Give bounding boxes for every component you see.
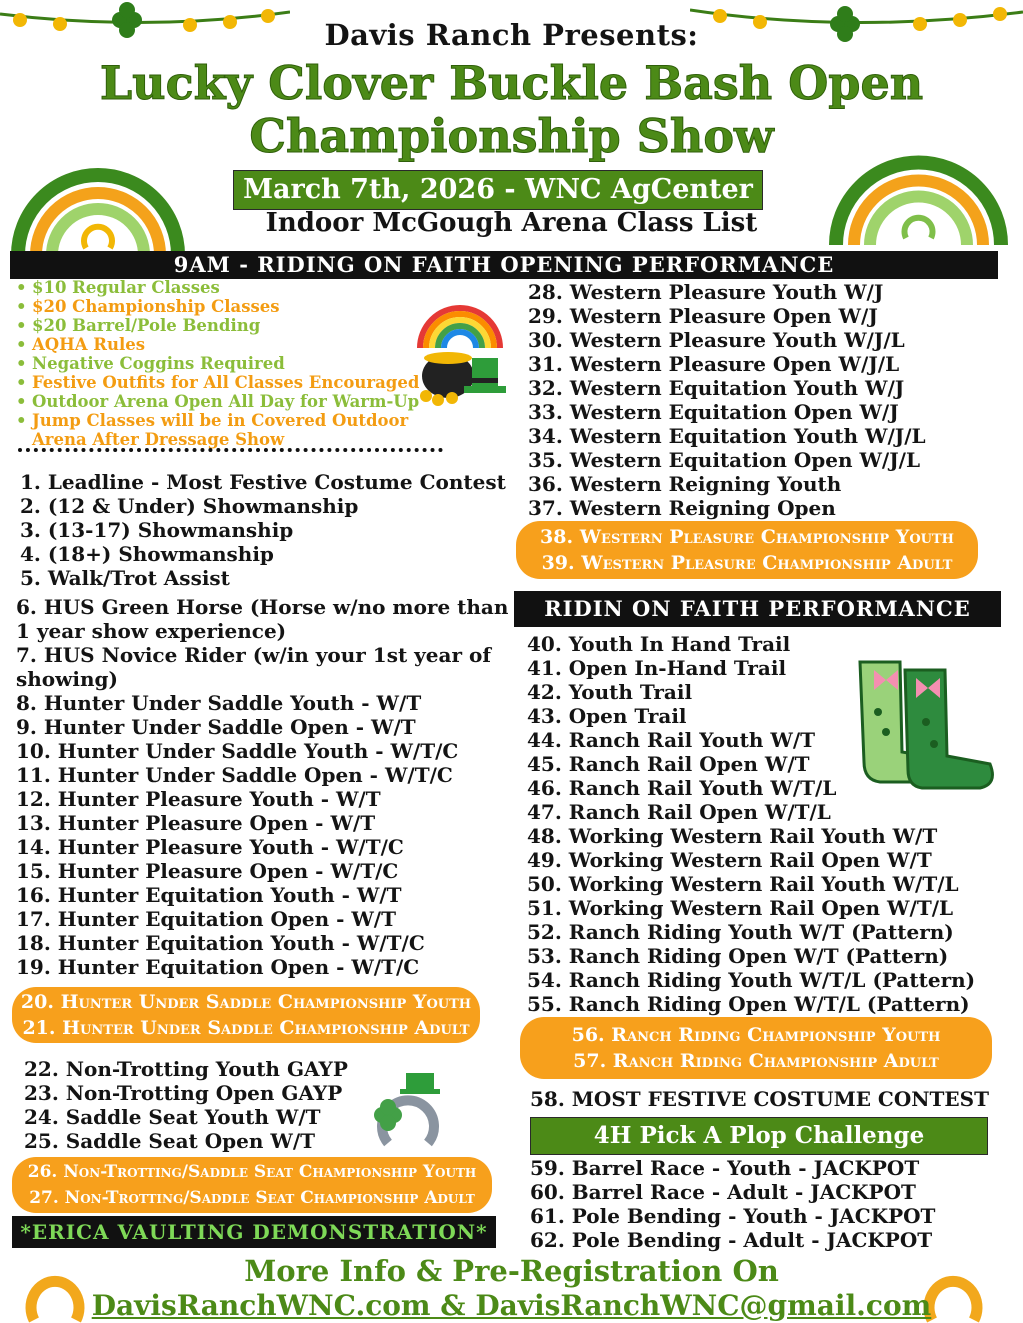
footer-info: More Info & Pre-Registration On [244, 1254, 779, 1288]
class-item: 8. Hunter Under Saddle Youth - W/T [16, 691, 422, 715]
class-item: 59. Barrel Race - Youth - JACKPOT [530, 1156, 920, 1180]
class-item: 33. Western Equitation Open W/J [528, 400, 899, 424]
rr-championship-youth: 56. Ranch Riding Championship Youth [571, 1024, 941, 1046]
class-item: 3. (13-17) Showmanship [20, 518, 294, 542]
note-item: • Outdoor Arena Open All Day for Warm-Up [16, 392, 456, 411]
class-item: 41. Open In-Hand Trail [527, 656, 787, 680]
note-item: • $20 Barrel/Pole Bending [16, 316, 456, 335]
class-item: 5. Walk/Trot Assist [20, 566, 230, 590]
class-item: 30. Western Pleasure Youth W/J/L [528, 328, 905, 352]
class-item: 37. Western Reigning Open [528, 496, 836, 520]
show-title-line2: Championship Show [249, 109, 774, 163]
class-item: 16. Hunter Equitation Youth - W/T [16, 883, 402, 907]
class-item: 34. Western Equitation Youth W/J/L [528, 424, 926, 448]
nt-saddle-seat-championship-pill [12, 1157, 492, 1213]
class-item: 31. Western Pleasure Open W/J/L [528, 352, 900, 376]
class-item: 12. Hunter Pleasure Youth - W/T [16, 787, 381, 811]
class-item: 4. (18+) Showmanship [20, 542, 274, 566]
class-item: 61. Pole Bending - Youth - JACKPOT [530, 1204, 936, 1228]
vaulting-demo-bar: *ERICA VAULTING DEMONSTRATION* [12, 1216, 496, 1248]
wp-championship-youth: 38. Western Pleasure Championship Youth [540, 526, 954, 548]
presents-heading: Davis Ranch Presents: [324, 18, 699, 52]
class-item: 29. Western Pleasure Open W/J [528, 304, 878, 328]
hus-championship-youth: 20. Hunter Under Saddle Championship Youth [20, 991, 472, 1013]
class-item: 1. Leadline - Most Festive Costume Contest [20, 470, 506, 494]
class-item: 43. Open Trail [527, 704, 687, 728]
note-item: • Jump Classes will be in Covered Outdoor Arena After Dressage Show [16, 411, 456, 449]
class-item: 9. Hunter Under Saddle Open - W/T [16, 715, 416, 739]
class-item: 55. Ranch Riding Open W/T/L (Pattern) [527, 992, 970, 1016]
class-item: 60. Barrel Race - Adult - JACKPOT [530, 1180, 916, 1204]
horseshoe-clover-icon [368, 1063, 448, 1153]
class-item: 6. HUS Green Horse (Horse w/no more than 1 year show experience) [16, 595, 509, 643]
divider-dotted [18, 448, 443, 452]
class-item: 53. Ranch Riding Open W/T (Pattern) [527, 944, 949, 968]
ridin-on-faith-bar: RIDIN ON FAITH PERFORMANCE [514, 591, 1001, 627]
costume-contest-class: 58. MOST FESTIVE COSTUME CONTEST [530, 1087, 989, 1111]
class-item: 42. Youth Trail [527, 680, 693, 704]
nt-championship-youth: 26. Non-Trotting/Saddle Seat Championship Youth [27, 1162, 477, 1182]
rr-championship-adult: 57. Ranch Riding Championship Adult [573, 1050, 939, 1072]
show-title-line1: Lucky Clover Buckle Bash Open [99, 56, 924, 110]
class-item: 62. Pole Bending - Adult - JACKPOT [530, 1228, 933, 1252]
nt-championship-adult: 27. Non-Trotting/Saddle Seat Championship Adult [29, 1188, 475, 1208]
note-item: • $10 Regular Classes [16, 278, 456, 297]
class-item: 2. (12 & Under) Showmanship [20, 494, 359, 518]
class-item: 47. Ranch Rail Open W/T/L [527, 800, 831, 824]
class-item: 51. Working Western Rail Open W/T/L [527, 896, 954, 920]
class-item: 50. Working Western Rail Youth W/T/L [527, 872, 959, 896]
class-item: 52. Ranch Riding Youth W/T (Pattern) [527, 920, 954, 944]
hus-championship-pill [12, 987, 480, 1043]
class-item: 11. Hunter Under Saddle Open - W/T/C [16, 763, 453, 787]
pot-of-gold-icon [412, 288, 512, 413]
class-item: 17. Hunter Equitation Open - W/T [16, 907, 396, 931]
class-item: 22. Non-Trotting Youth GAYP [24, 1057, 348, 1081]
left-classes-c [24, 1057, 384, 1153]
class-item: 48. Working Western Rail Youth W/T [527, 824, 938, 848]
hus-championship-adult: 21. Hunter Under Saddle Championship Adult [22, 1017, 470, 1039]
class-item: 23. Non-Trotting Open GAYP [24, 1081, 343, 1105]
arena-heading: Indoor McGough Arena Class List [265, 208, 758, 238]
date-venue-band: March 7th, 2026 - WNC AgCenter [233, 170, 763, 210]
footer-website-email-link[interactable]: DavisRanchWNC.com & DavisRanchWNC@gmail.com [91, 1289, 932, 1322]
note-item: • $20 Championship Classes [16, 297, 456, 316]
class-item: 24. Saddle Seat Youth W/T [24, 1105, 321, 1129]
pick-a-plop-band: 4H Pick A Plop Challenge [530, 1117, 988, 1155]
class-item: 44. Ranch Rail Youth W/T [527, 728, 816, 752]
wp-championship-pill [516, 521, 978, 579]
note-item: • AQHA Rules [16, 335, 456, 354]
class-item: 19. Hunter Equitation Open - W/T/C [16, 955, 420, 979]
left-classes-b [16, 595, 511, 979]
class-item: 46. Ranch Rail Youth W/T/L [527, 776, 837, 800]
left-classes-a [20, 470, 515, 590]
class-item: 18. Hunter Equitation Youth - W/T/C [16, 931, 425, 955]
class-item: 15. Hunter Pleasure Open - W/T/C [16, 859, 399, 883]
right-classes-a [528, 280, 998, 520]
class-item: 7. HUS Novice Rider (w/in your 1st year of showing) [16, 643, 491, 691]
opening-performance-bar: 9AM - RIDING ON FAITH OPENING PERFORMANCE [10, 251, 998, 279]
class-item: 45. Ranch Rail Open W/T [527, 752, 810, 776]
class-item: 40. Youth In Hand Trail [527, 632, 791, 656]
note-item: • Negative Coggins Required [16, 354, 456, 373]
class-item: 35. Western Equitation Open W/J/L [528, 448, 921, 472]
right-classes-c [530, 1156, 1000, 1252]
class-item: 25. Saddle Seat Open W/T [24, 1129, 316, 1153]
class-item: 28. Western Pleasure Youth W/J [528, 280, 884, 304]
class-item: 13. Hunter Pleasure Open - W/T [16, 811, 376, 835]
wp-championship-adult: 39. Western Pleasure Championship Adult [541, 552, 953, 574]
class-item: 10. Hunter Under Saddle Youth - W/T/C [16, 739, 459, 763]
class-item: 36. Western Reigning Youth [528, 472, 842, 496]
rainbow-icon [8, 150, 188, 255]
note-item: • Festive Outfits for All Classes Encouraged [16, 373, 456, 392]
notes-list [16, 278, 456, 449]
class-item: 32. Western Equitation Youth W/J [528, 376, 905, 400]
cowboy-boots-icon [850, 652, 1000, 802]
rr-championship-pill [520, 1017, 992, 1079]
class-item: 49. Working Western Rail Open W/T [527, 848, 932, 872]
class-item: 54. Ranch Riding Youth W/T/L (Pattern) [527, 968, 976, 992]
class-item: 14. Hunter Pleasure Youth - W/T/C [16, 835, 404, 859]
